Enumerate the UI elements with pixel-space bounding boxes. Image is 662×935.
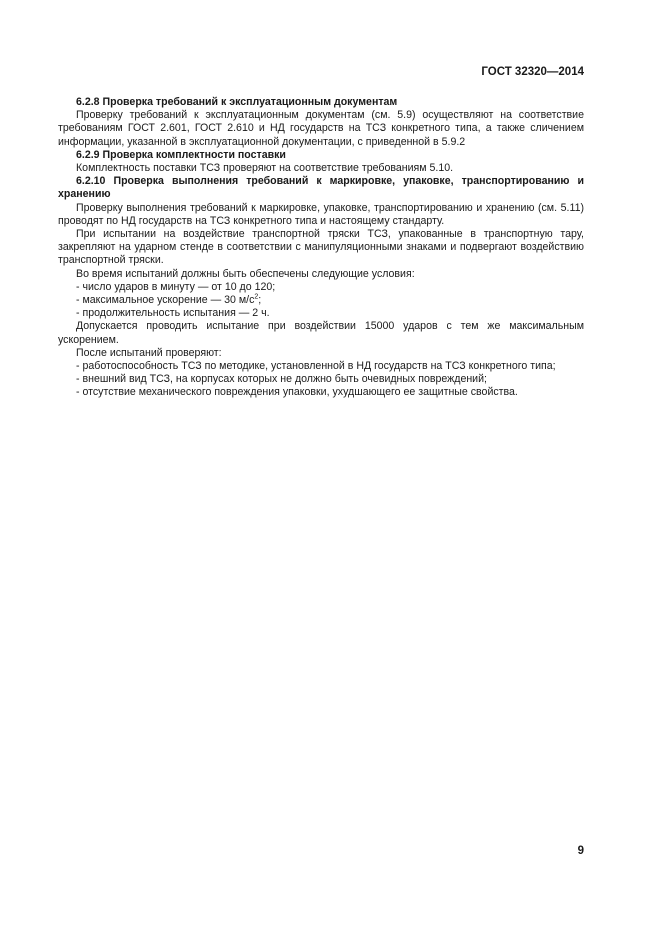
condition-item-2 [58, 294, 584, 307]
section-6-2-10-paragraph-5: После испытаний проверяют: [76, 346, 222, 359]
condition-item-2-text: - максимальное ускорение — 30 м/с [76, 294, 255, 307]
document-code-header: ГОСТ 32320—2014 [481, 66, 584, 78]
section-6-2-10-paragraph-1: Проверку выполнения требований к маркировке, упаковке, транспортированию и хранению (см. 5.11) проводят по НД государств на ТСЗ конкретного типа и настоящему стандарту. [58, 201, 584, 227]
section-6-2-10-paragraph-4: Допускается проводить испытание при воздействии 15000 ударов с тем же максимальным ускорением. [58, 320, 584, 346]
check-item-3: - отсутствие механического повреждения упаковки, ухудшающего ее защитные свойства. [76, 386, 518, 399]
section-6-2-8-title: 6.2.8 Проверка требований к эксплуатационным документам [76, 96, 398, 108]
section-6-2-9-text: Комплектность поставки ТСЗ проверяют на соответствие требованиям 5.10. [76, 162, 454, 175]
superscript-2: 2 [254, 293, 259, 301]
condition-item-1: - число ударов в минуту — от 10 до 120; [76, 280, 276, 293]
condition-item-2-end: ; [258, 294, 262, 307]
check-item-1: - работоспособность ТСЗ по методике, установленной в НД государств на ТСЗ конкретного типа; [76, 360, 556, 373]
check-item-2: - внешний вид ТСЗ, на корпусах которых не должно быть очевидных повреждений; [76, 373, 487, 386]
section-6-2-10-paragraph-3: Во время испытаний должны быть обеспечены следующие условия: [76, 267, 415, 280]
section-6-2-10-title: 6.2.10 Проверка выполнения требований к маркировке, упаковке, транспортированию и хранению [58, 175, 584, 201]
section-6-2-9-title: 6.2.9 Проверка комплектности поставки [76, 148, 286, 161]
page-content [58, 96, 584, 400]
page-number: 9 [577, 845, 584, 857]
section-6-2-10-paragraph-2: При испытании на воздействие транспортной тряски ТСЗ, упакованные в транспортную тару, закрепляют на ударном стенде в соответствии с манипуляционными знаками и подвергают воздействию транспортной тряски. [58, 228, 584, 267]
condition-item-3: - продолжительность испытания — 2 ч. [76, 307, 270, 320]
section-6-2-8-text: Проверку требований к эксплуатационным документам (см. 5.9) осуществляют на соответствие требованиям ГОСТ 2.601, ГОСТ 2.610 и НД государств на ТСЗ конкретного типа, а также сличением информации, указанной в эксплуатационной документации, с приведенной в 5.9.2 [58, 109, 584, 148]
